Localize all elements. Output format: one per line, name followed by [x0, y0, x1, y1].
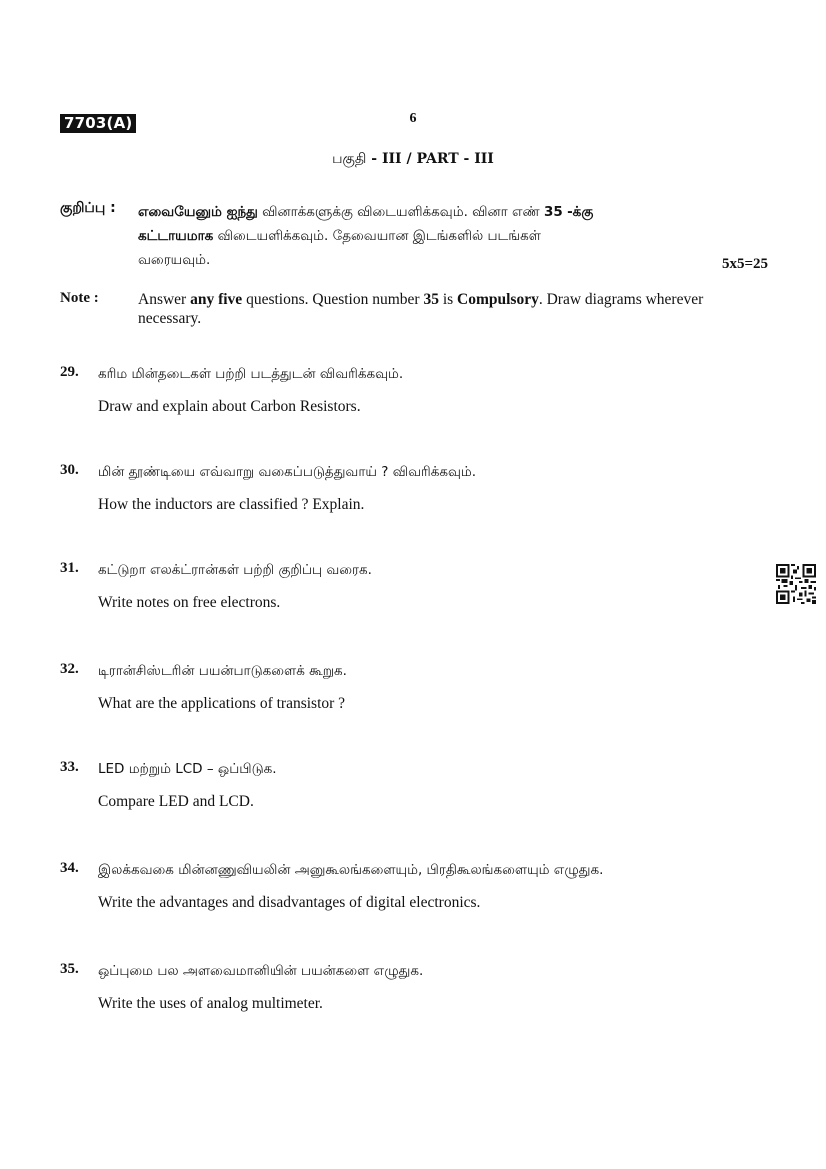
- tamil-note-text: [138, 200, 768, 272]
- question-text-english: How the inductors are classified ? Explain.: [98, 496, 365, 513]
- english-note-part: questions. Question number: [246, 291, 420, 308]
- question-text-tamil: LED மற்றும் LCD – ஒப்பிடுக.: [98, 761, 277, 777]
- tamil-note-line-1: [138, 200, 768, 224]
- question-number: 34.: [60, 860, 79, 876]
- question-number: 31.: [60, 560, 79, 576]
- tamil-note-line-2: [138, 224, 768, 248]
- question-text-tamil: டிரான்சிஸ்டரின் பயன்பாடுகளைக் கூறுக.: [98, 663, 347, 679]
- tamil-note-suffix: -க்கு: [567, 204, 594, 220]
- question-number: 33.: [60, 759, 79, 775]
- english-note-bold: Compulsory: [457, 291, 539, 308]
- qr-code-icon: [776, 564, 816, 604]
- question-text-english: Write notes on free electrons.: [98, 594, 281, 611]
- question-number: 35.: [60, 961, 79, 977]
- question-text-tamil: மின் தூண்டியை எவ்வாறு வகைப்படுத்துவாய் ? விவரிக்கவும்.: [98, 464, 477, 480]
- part-title-english: - III / PART - III: [371, 151, 494, 167]
- question-text-tamil: ஒப்புமை பல அளவைமானியின் பயன்களை எழுதுக.: [98, 963, 424, 979]
- question-number: 30.: [60, 462, 79, 478]
- tamil-note-word: விடையளிக்கவும்.: [217, 228, 329, 244]
- question-number: 29.: [60, 364, 79, 380]
- tamil-note-word: இடங்களில்: [412, 228, 484, 244]
- paper-code-badge: 7703(A): [60, 114, 136, 133]
- part-title-tamil: பகுதி: [332, 151, 367, 167]
- english-note-part: is: [442, 291, 454, 308]
- tamil-note-word: தேவையான: [332, 228, 409, 244]
- page-number: 6: [409, 111, 417, 126]
- marks-total: 5x5=25: [721, 256, 768, 272]
- tamil-note-compulsory: கட்டாயமாக: [138, 228, 214, 244]
- english-note-bold: any five: [190, 291, 243, 308]
- question-number: 32.: [60, 661, 79, 677]
- english-note-part: Answer: [138, 291, 187, 308]
- english-note-part: . Draw diagrams wherever necessary.: [138, 291, 704, 327]
- english-note-text: [138, 290, 730, 328]
- question-text-tamil: கட்டுறா எலக்ட்ரான்கள் பற்றி குறிப்பு வரைக.: [98, 562, 372, 578]
- part-title: [230, 151, 596, 169]
- tamil-note-word: படங்கள்: [487, 228, 541, 244]
- question-text-english: Write the uses of analog multimeter.: [98, 995, 323, 1012]
- question-text-tamil: கரிம மின்தடைகள் பற்றி படத்துடன் விவரிக்கவும்.: [98, 366, 404, 382]
- tamil-note-line-3: வரையவும்.: [138, 252, 211, 268]
- tamil-note-line1-rest: வினாக்களுக்கு விடையளிக்கவும். வினா எண்: [262, 204, 540, 220]
- english-note-label: Note :: [60, 290, 99, 306]
- question-text-english: What are the applications of transistor ?: [98, 695, 346, 712]
- question-text-tamil: இலக்கவகை மின்னணுவியலின் அனுகூலங்களையும், பிரதிகூலங்களையும் எழுதுக.: [98, 862, 604, 878]
- english-note-bold: 35: [423, 291, 439, 308]
- tamil-note-bold-any-five: எவையேனும் ஐந்து: [138, 204, 258, 220]
- question-text-english: Draw and explain about Carbon Resistors.: [98, 398, 361, 415]
- question-text-english: Compare LED and LCD.: [98, 793, 254, 810]
- tamil-note-question-num: 35: [543, 204, 563, 220]
- question-text-english: Write the advantages and disadvantages of digital electronics.: [98, 894, 481, 911]
- tamil-note-label: குறிப்பு :: [60, 200, 116, 216]
